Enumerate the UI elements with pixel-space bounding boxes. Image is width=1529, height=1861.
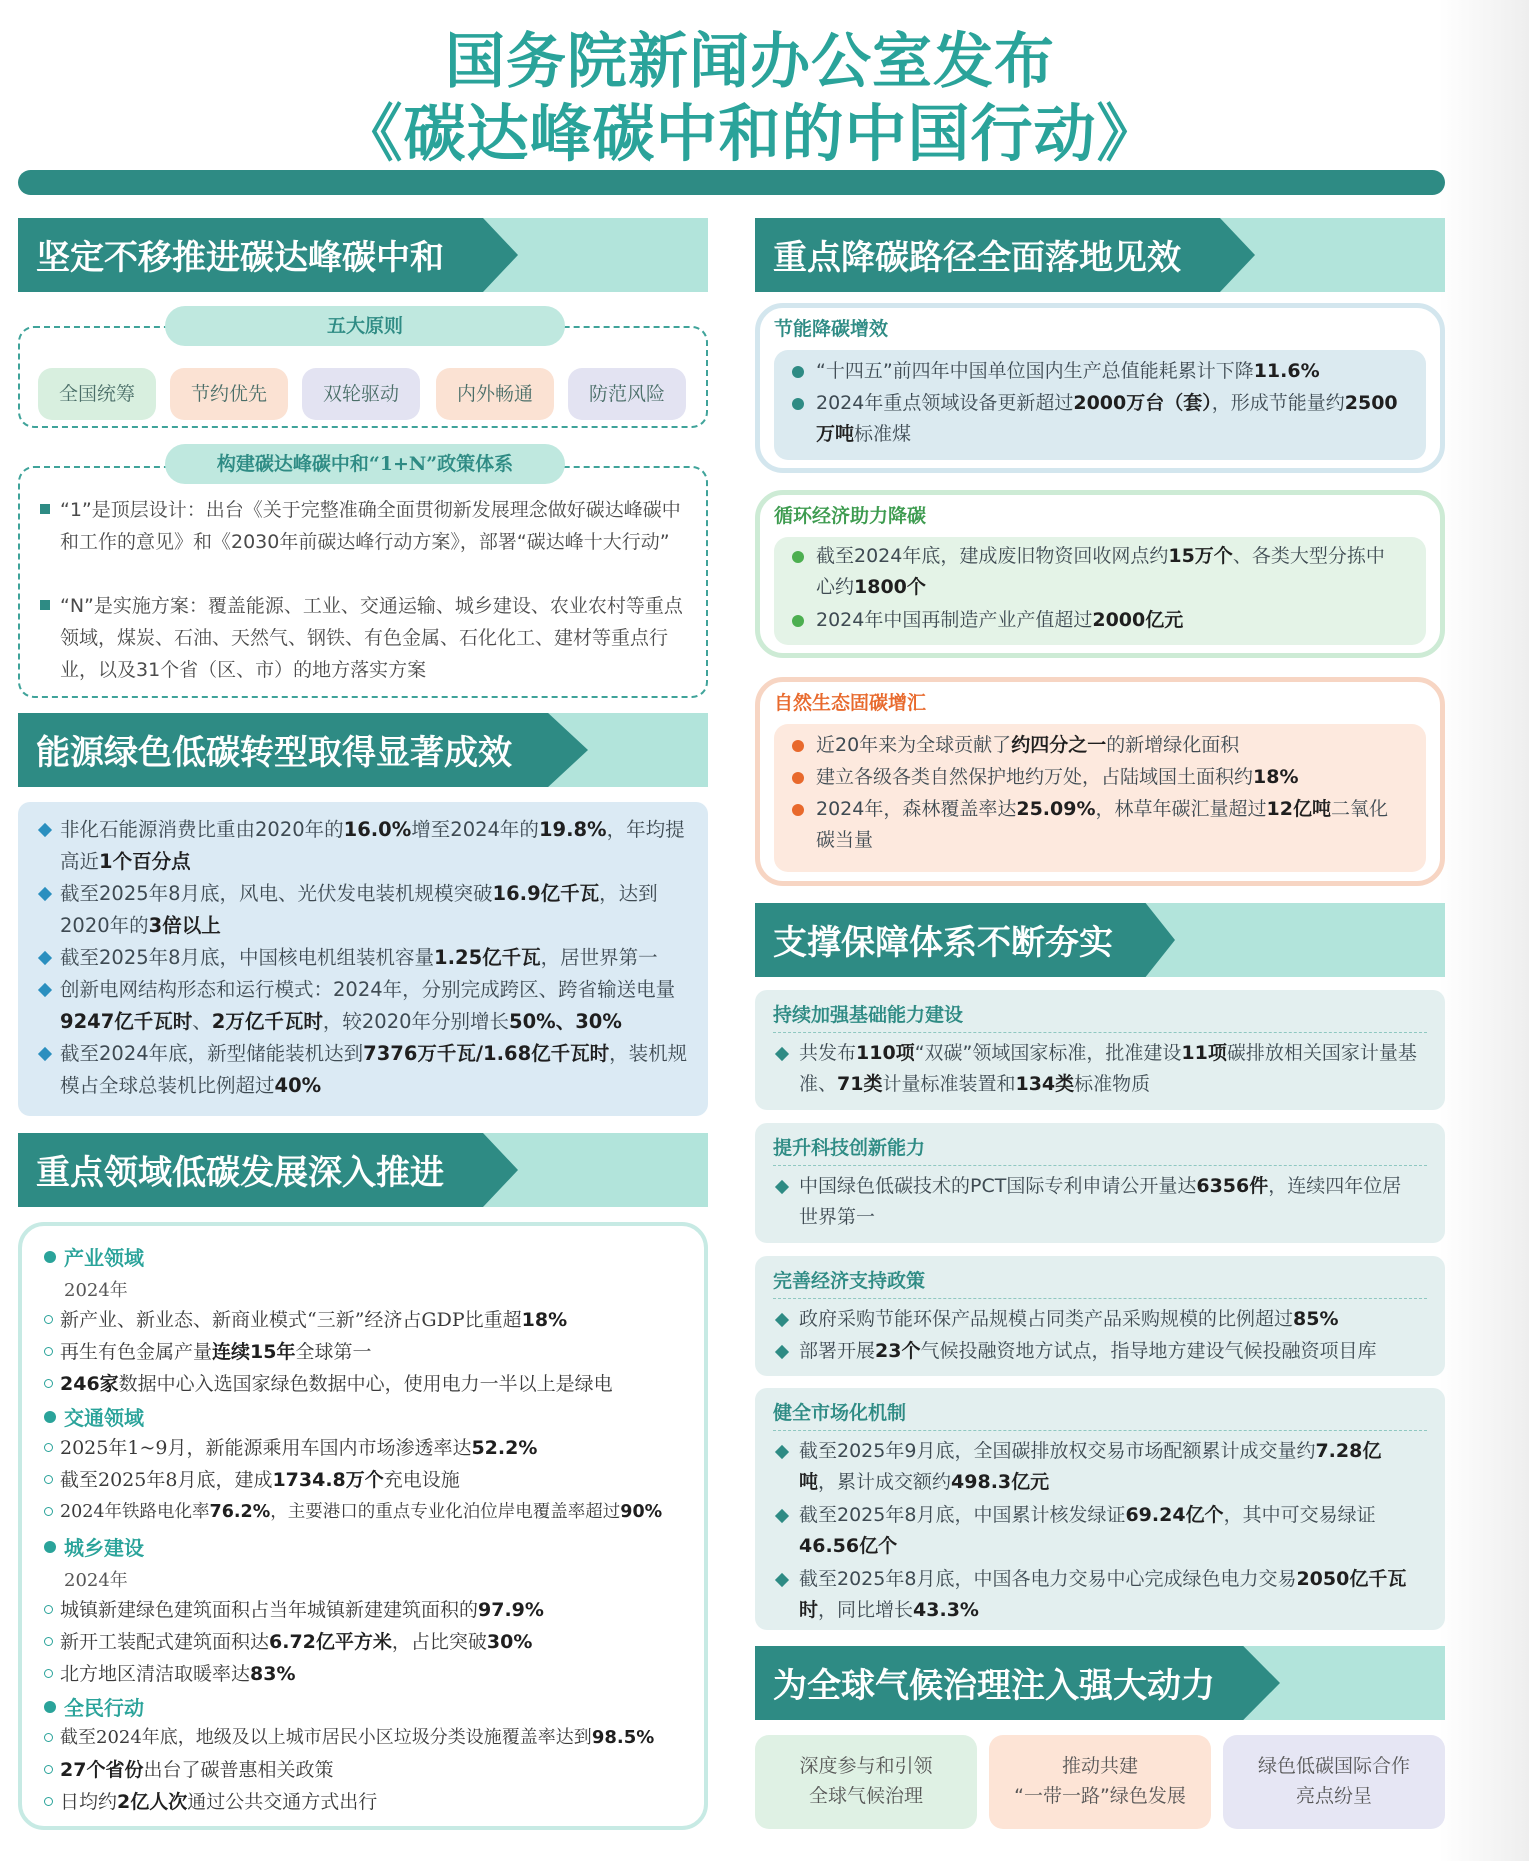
section1-banner [18, 218, 708, 292]
energy-box [18, 802, 708, 1116]
cat-urban: 城乡建设 [44, 1532, 144, 1561]
cat-industry-year: 2024年 [64, 1280, 128, 1301]
public-item-2: 27个省份出台了碳普惠相关政策 [44, 1756, 704, 1784]
policy-item-2: “N”是实施方案：覆盖能源、工业、交通运输、城乡建设、农业农村等重点领域，煤炭、石油、天然气、钢铁、有色金属、石化化工、建材等重点行业，以及31个省（区、市）的地方落实方案 [40, 590, 690, 686]
tech-title: 提升科技创新能力 [773, 1137, 926, 1159]
cat-urban-year: 2024年 [64, 1570, 128, 1591]
global-card-3: 绿色低碳国际合作 亮点纷呈 [1223, 1735, 1445, 1829]
principle-2: 节约优先 [170, 368, 288, 420]
section4-title: 重点降碳路径全面落地见效 [773, 238, 1181, 278]
policy-item-1: “1”是顶层设计：出台《关于完整准确全面贯彻新发展理念做好碳达峰碳中和工作的意见》和《2030年前碳达峰行动方案》，部署“碳达峰十大行动” [40, 494, 690, 558]
principle-5: 防范风险 [568, 368, 686, 420]
market-item-3: 截至2025年8月底，中国各电力交易中心完成绿色电力交易2050亿千瓦时，同比增长43.3% [777, 1564, 1417, 1626]
energy-item-2: 截至2025年8月底，风电、光伏发电装机规模突破16.9亿千瓦，达到2020年的3倍以上 [40, 878, 690, 942]
energy-item-1: 非化石能源消费比重由2020年的16.0%增至2024年的19.8%，年均提高近1个百分点 [40, 814, 690, 878]
policy-box [18, 453, 708, 698]
cat-public: 全民行动 [44, 1692, 144, 1721]
market-item-1: 截至2025年9月底，全国碳排放权交易市场配额累计成交量约7.28亿吨，累计成交额约498.3亿元 [777, 1436, 1417, 1498]
industry-item-3: 246家数据中心入选国家绿色数据中心，使用电力一半以上是绿电 [44, 1370, 704, 1398]
global-card-1: 深度参与和引领 全球气候治理 [755, 1735, 977, 1829]
principle-1: 全国统筹 [38, 368, 156, 420]
section2-banner [18, 713, 708, 787]
right-edge-shade [1439, 0, 1529, 1861]
energy-item-4: 创新电网结构形态和运行模式：2024年，分别完成跨区、跨省输送电量9247亿千瓦时、2万亿千瓦时，较2020年分别增长50%、30% [40, 974, 690, 1038]
ecology-item-1: 近20年来为全球贡献了约四分之一的新增绿化面积 [792, 730, 1402, 761]
circular-item-1: 截至2024年底，建成废旧物资回收网点约15万个、各类大型分拣中心约1800个 [792, 541, 1402, 603]
efficiency-item-2: 2024年重点领域设备更新超过2000万台（套），形成节能量约2500万吨标准煤 [792, 388, 1402, 450]
cat-industry: 产业领域 [44, 1242, 144, 1271]
industry-item-1: 新产业、新业态、新商业模式“三新”经济占GDP比重超18% [44, 1306, 704, 1334]
policy-title: 构建碳达峰碳中和“1+N”政策体系 [165, 444, 565, 484]
section4-banner [755, 218, 1445, 292]
industry-item-2: 再生有色金属产量连续15年全球第一 [44, 1338, 704, 1366]
ecology-item-2: 建立各级各类自然保护地约万处，占陆域国土面积约18% [792, 762, 1402, 793]
ecology-item-3: 2024年，森林覆盖率达25.09%，林草年碳汇量超过12亿吨二氧化碳当量 [792, 794, 1402, 856]
efficiency-item-1: “十四五”前四年中国单位国内生产总值能耗累计下降11.6% [792, 356, 1402, 387]
tech-box [755, 1123, 1445, 1243]
energy-item-5: 截至2024年底，新型储能装机达到7376万千瓦/1.68亿千瓦时，装机规模占全球总装机比例超过40% [40, 1038, 690, 1102]
principle-3: 双轮驱动 [302, 368, 420, 420]
ecology-title: 自然生态固碳增汇 [774, 692, 927, 714]
market-title: 健全市场化机制 [773, 1402, 907, 1424]
urban-item-2: 新开工装配式建筑面积达6.72亿平方米，占比突破30% [44, 1628, 704, 1656]
principle-4: 内外畅通 [436, 368, 554, 420]
policy-support-title: 完善经济支持政策 [773, 1270, 926, 1292]
ecology-box [755, 677, 1445, 886]
circular-item-2: 2024年中国再制造产业产值超过2000亿元 [792, 605, 1402, 636]
section3-title: 重点领域低碳发展深入推进 [36, 1153, 444, 1193]
market-box [755, 1388, 1445, 1630]
circular-title: 循环经济助力降碳 [774, 505, 927, 527]
global-card-2: 推动共建 “一带一路”绿色发展 [989, 1735, 1211, 1829]
sectors-box [18, 1222, 708, 1830]
transport-item-3: 2024年铁路电化率76.2%，主要港口的重点专业化泊位岸电覆盖率超过90% [44, 1498, 704, 1526]
efficiency-box [755, 303, 1445, 473]
section3-banner [18, 1133, 708, 1207]
title-line1: 国务院新闻办公室发布 [445, 27, 1055, 97]
policy-support-box [755, 1256, 1445, 1376]
cat-transport: 交通领域 [44, 1402, 144, 1431]
section2-title: 能源绿色低碳转型取得显著成效 [36, 733, 512, 773]
urban-item-1: 城镇新建绿色建筑面积占当年城镇新建建筑面积的97.9% [44, 1596, 704, 1624]
transport-item-2: 截至2025年8月底，建成1734.8万个充电设施 [44, 1466, 704, 1494]
title-divider-bar [18, 170, 1445, 195]
transport-item-1: 2025年1~9月，新能源乘用车国内市场渗透率达52.2% [44, 1434, 704, 1462]
urban-item-3: 北方地区清洁取暖率达83% [44, 1660, 704, 1688]
principles-box [18, 315, 708, 428]
capacity-item-1: 共发布110项“双碳”领域国家标准，批准建设11项碳排放相关国家计量基准、71类计量标准装置和134类标准物质 [777, 1038, 1417, 1100]
principles-title: 五大原则 [165, 306, 565, 346]
policy-support-item-1: 政府采购节能环保产品规模占同类产品采购规模的比例超过85% [777, 1304, 1417, 1335]
capacity-title: 持续加强基础能力建设 [773, 1004, 964, 1026]
public-item-3: 日均约2亿人次通过公共交通方式出行 [44, 1788, 704, 1816]
section6-title: 为全球气候治理注入强大动力 [773, 1666, 1215, 1706]
policy-support-item-2: 部署开展23个气候投融资地方试点，指导地方建设气候投融资项目库 [777, 1336, 1417, 1367]
section6-banner [755, 1646, 1445, 1720]
market-item-2: 截至2025年8月底，中国累计核发绿证69.24亿个，其中可交易绿证46.56亿个 [777, 1500, 1417, 1562]
circular-box [755, 490, 1445, 658]
title-line2: 《碳达峰碳中和的中国行动》 [340, 97, 1160, 170]
tech-item-1: 中国绿色低碳技术的PCT国际专利申请公开量达6356件，连续四年位居世界第一 [777, 1171, 1417, 1233]
public-item-1: 截至2024年底，地级及以上城市居民小区垃圾分类设施覆盖率达到98.5% [44, 1724, 704, 1752]
section5-banner [755, 903, 1445, 977]
capacity-box [755, 990, 1445, 1110]
section5-title: 支撑保障体系不断夯实 [773, 923, 1113, 963]
efficiency-title: 节能降碳增效 [774, 318, 889, 340]
section1-title: 坚定不移推进碳达峰碳中和 [36, 238, 444, 278]
energy-item-3: 截至2025年8月底，中国核电机组装机容量1.25亿千瓦，居世界第一 [40, 942, 690, 974]
